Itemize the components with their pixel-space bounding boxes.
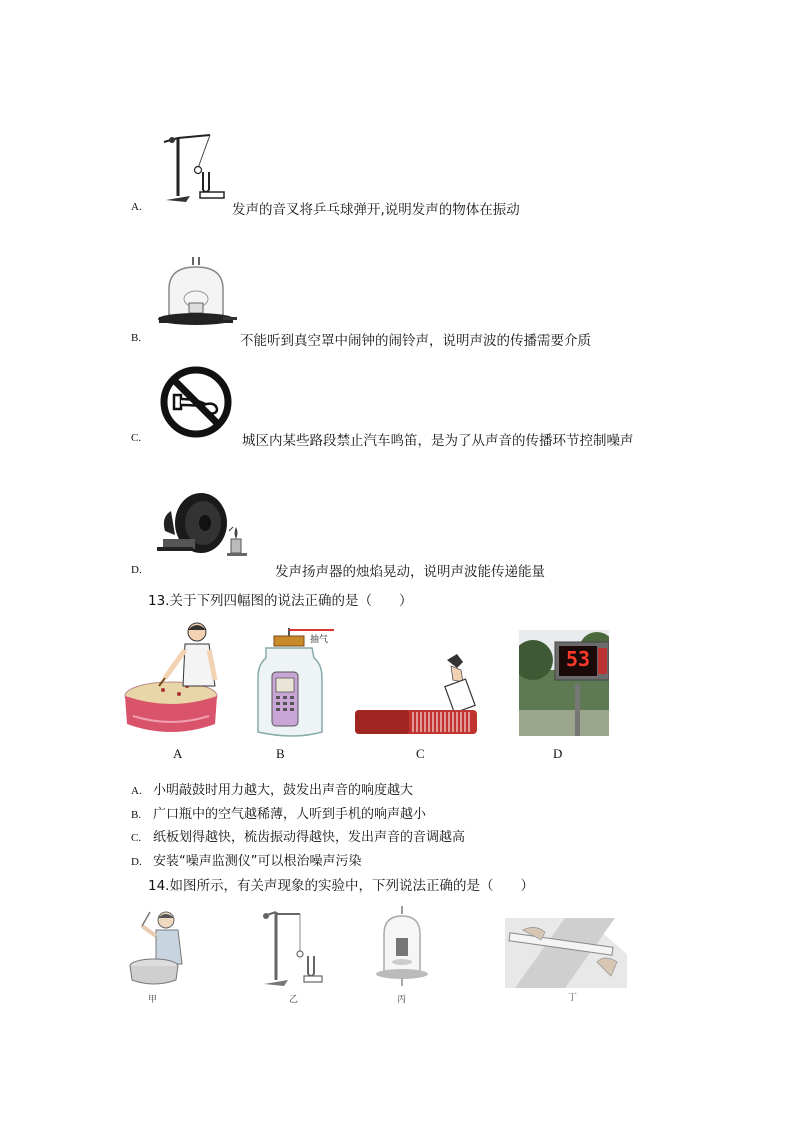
speaker-candle-icon — [157, 487, 257, 565]
figure-c-caption: C — [416, 746, 425, 761]
choice-text: 纸板划得越快，梳齿振动得越快，发出声音的音调越高 — [153, 830, 466, 845]
option-b-letter: B. — [131, 332, 142, 344]
ruler-table-icon — [505, 918, 627, 988]
figure-jia-caption: 甲 — [148, 995, 158, 1005]
figure-ding-caption: 丁 — [568, 993, 578, 1003]
noise-monitor-figure — [519, 630, 609, 736]
bell-jar-small-icon — [372, 906, 432, 988]
choice-letter: C. — [131, 832, 142, 844]
figure-yi-caption: 乙 — [289, 995, 299, 1005]
choice-letter: A. — [131, 785, 142, 797]
figure-bing-caption: 丙 — [397, 995, 407, 1005]
pump-label: 抽气 — [310, 635, 329, 645]
question-14-title: 14.如图所示，有关声现象的实验中，下列说法正确的是（ ） — [148, 878, 534, 894]
choice-13-a — [131, 779, 413, 798]
choice-13-c — [131, 826, 465, 845]
tuning-fork-pendulum-icon — [158, 130, 230, 206]
figure-a-caption: A — [173, 746, 183, 761]
choice-text: 小明敲鼓时用力越大，鼓发出声音的响度越大 — [153, 783, 414, 798]
drummer-figure-icon — [123, 620, 233, 738]
figure-b-caption: B — [276, 746, 285, 761]
child-drum-figure-icon — [128, 908, 194, 990]
figure-d-caption: D — [553, 746, 563, 761]
option-a-text: 发声的音叉将乒乓球弹开,说明发声的物体在振动 — [232, 202, 520, 218]
option-a-letter: A. — [131, 201, 142, 213]
bell-jar-icon — [155, 255, 237, 333]
choice-13-b — [131, 803, 426, 822]
no-horn-sign-icon — [157, 365, 235, 439]
choice-text: 安装“噪声监测仪”可以根治噪声污染 — [153, 854, 362, 869]
comb-card-icon — [353, 652, 479, 736]
option-b-text: 不能听到真空罩中闹钟的闹铃声，说明声波的传播需要介质 — [240, 333, 591, 349]
choice-letter: B. — [131, 809, 142, 821]
choice-text: 广口瓶中的空气越稀薄，人听到手机的响声越小 — [153, 807, 427, 822]
question-13-title: 13.关于下列四幅图的说法正确的是（ ） — [148, 593, 413, 609]
choice-13-d — [131, 850, 361, 869]
option-c-letter: C. — [131, 432, 142, 444]
option-d-letter: D. — [131, 564, 142, 576]
tuning-fork-stand-icon — [258, 906, 330, 988]
option-d-text: 发声扬声器的烛焰晃动，说明声波能传递能量 — [275, 564, 545, 580]
option-c-text: 城区内某些路段禁止汽车鸣笛，是为了从声音的传播环节控制噪声 — [242, 433, 634, 449]
monitor-reading: 53 — [565, 647, 591, 671]
choice-letter: D. — [131, 856, 142, 868]
